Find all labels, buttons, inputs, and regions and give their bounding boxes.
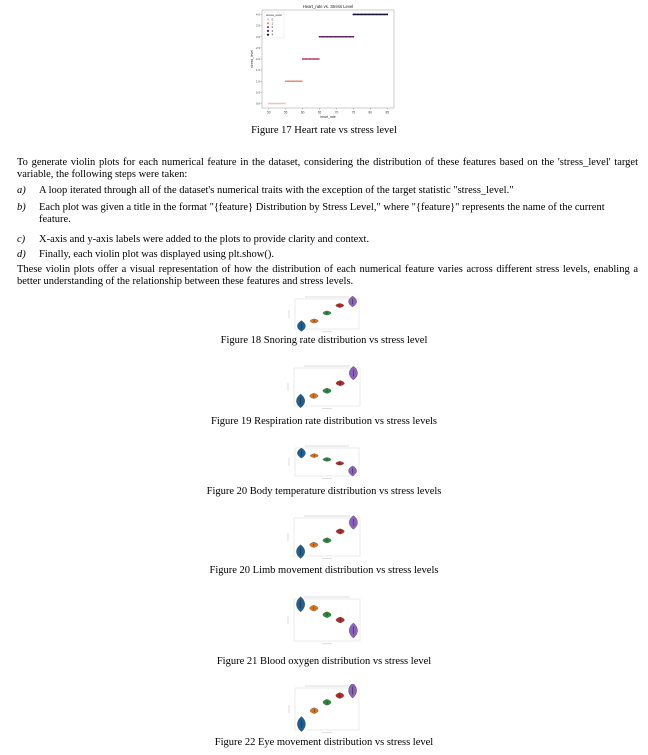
x-axis-label: heart_rate — [320, 115, 336, 119]
intro-paragraph: To generate violin plots for each numerical feature in the dataset, considering the distribution of these features based on the 'stress_level' target variable, the following steps were taken: — [17, 157, 638, 181]
step-marker: a) — [17, 185, 26, 196]
step-text: A loop iterated through all of the dataset's numerical traits with the exception of the target statistic "stress_level." — [39, 185, 514, 196]
legend-marker — [267, 30, 269, 32]
y-tick-label: 1.5 — [255, 68, 260, 73]
chart-title: Heart_rate vs. Stress Level — [302, 4, 354, 9]
legend-marker — [267, 26, 269, 28]
legend-marker — [267, 22, 269, 24]
x-tick-label: 65 — [317, 110, 322, 115]
y-tick-label: 0.5 — [255, 90, 260, 95]
conclusion-paragraph: These violin plots offer a visual representation of how the distribution of each numerical feature varies across different stress levels, enabling a better understanding of the relationship between these features and stress levels. — [17, 264, 638, 288]
legend-title: stress_level — [266, 13, 282, 17]
step-d — [17, 249, 638, 261]
x-tick-label: 75 — [351, 110, 356, 115]
x-tick-label: 80 — [368, 110, 373, 115]
step-a — [17, 185, 638, 197]
blood-oxygen-violin-chart — [285, 595, 363, 645]
y-tick-label: 1.0 — [255, 79, 260, 84]
legend-entry: 1 — [271, 21, 274, 26]
heart-rate-stress-chart — [250, 2, 398, 123]
y-tick-label: 2.5 — [255, 45, 260, 50]
legend-marker — [267, 18, 269, 20]
body-temperature-violin-chart — [286, 444, 362, 480]
step-b — [17, 202, 638, 226]
legend-entry: 3 — [271, 28, 274, 33]
x-tick-label: 50 — [266, 110, 271, 115]
limb-movement-violin-chart — [285, 514, 363, 560]
x-tick-label: 70 — [334, 110, 339, 115]
figure-22-caption: Figure 22 Eye movement distribution vs stress level — [214, 737, 434, 748]
step-marker: c) — [17, 234, 26, 245]
figure-17-caption: Figure 17 Heart rate vs stress level — [251, 125, 397, 136]
y-tick-label: 3.0 — [255, 34, 260, 39]
y-tick-label: 4.0 — [255, 12, 260, 17]
data-point — [284, 103, 286, 105]
data-point — [352, 36, 354, 38]
y-axis-label: stress_level — [250, 50, 254, 68]
figure-18-caption: Figure 18 Snoring rate distribution vs stress level — [220, 335, 428, 346]
legend-entry: 2 — [271, 25, 274, 30]
data-point — [318, 58, 320, 60]
y-tick-label: 0.0 — [255, 101, 260, 106]
legend-entry: 4 — [271, 32, 274, 37]
step-marker: d) — [17, 249, 26, 260]
respiration-rate-violin-chart — [285, 364, 363, 410]
y-tick-label: 2.0 — [255, 57, 260, 62]
step-text: X-axis and y-axis labels were added to the plots to provide clarity and context. — [39, 234, 370, 245]
x-tick-label: 55 — [283, 110, 288, 115]
legend-marker — [267, 34, 269, 36]
x-tick-label: 60 — [300, 110, 305, 115]
snoring-rate-violin-chart — [286, 295, 362, 333]
y-tick-label: 3.5 — [255, 23, 260, 28]
step-c — [17, 234, 638, 246]
figure-19-caption: Figure 19 Respiration rate distribution vs stress levels — [210, 416, 437, 427]
figure-20-limb-caption: Figure 20 Limb movement distribution vs stress levels — [209, 565, 439, 576]
x-tick-label: 85 — [385, 110, 390, 115]
data-point — [386, 14, 388, 16]
step-text: Each plot was given a title in the format "{feature} Distribution by Stress Level," where "{feature}" represents the name of the current feature. — [39, 202, 605, 226]
step-text: Finally, each violin plot was displayed using plt.show(). — [39, 249, 274, 260]
eye-movement-violin-chart — [286, 684, 362, 734]
figure-21-caption: Figure 21 Blood oxygen distribution vs stress level — [216, 656, 432, 667]
legend-entry: 0 — [271, 17, 274, 22]
step-marker: b) — [17, 202, 26, 213]
data-point — [301, 80, 303, 82]
figure-20-caption: Figure 20 Body temperature distribution vs stress levels — [206, 486, 442, 497]
